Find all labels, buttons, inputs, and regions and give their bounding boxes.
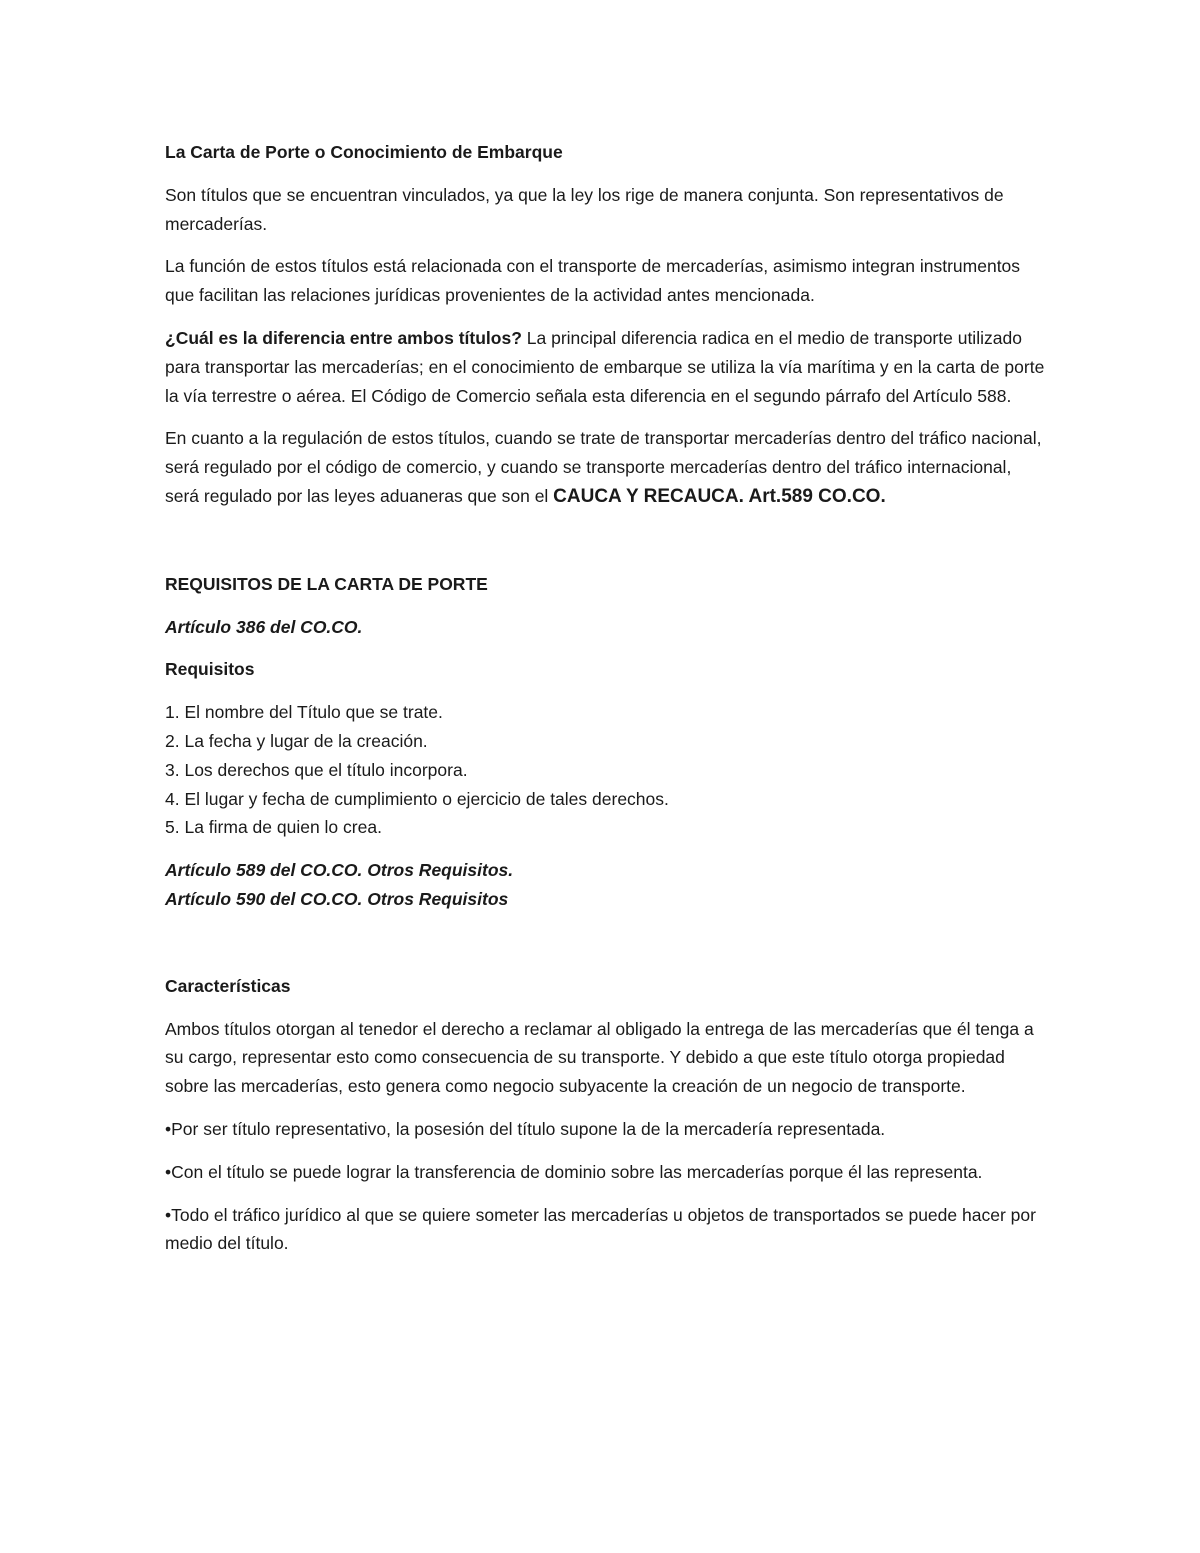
requisitos-heading: REQUISITOS DE LA CARTA DE PORTE xyxy=(165,573,488,594)
bullet-item: •Todo el tráfico jurídico al que se quiere someter las mercaderías u objetos de transportados se puede hacer por medio del título. xyxy=(165,1204,1036,1254)
list-item: 1. El nombre del Título que se trate. xyxy=(165,702,443,723)
list-item: 5. La firma de quien lo crea. xyxy=(165,817,382,838)
regulation-paragraph xyxy=(165,424,1045,511)
requisitos-list xyxy=(165,698,1045,842)
intro-paragraph-2: La función de estos títulos está relacionada con el transporte de mercaderías, asimismo integran instrumentos que facilitan las relaciones jurídicas provenientes de la actividad antes mencionada. xyxy=(165,256,1021,306)
caracteristicas-paragraph: Ambos títulos otorgan al tenedor el derecho a reclamar al obligado la entrega de las mercaderías que él tenga a su cargo, representar esto como consecuencia de su transporte. Y debido a que este título otorga propiedad sobre las mercaderías, esto genera como negocio subyacente la creación de un negocio de transporte. xyxy=(165,1018,1034,1097)
caracteristicas-heading: Características xyxy=(165,975,291,996)
list-item: 3. Los derechos que el título incorpora. xyxy=(165,759,468,780)
regulation-laws: CAUCA Y RECAUCA. Art.589 CO.CO. xyxy=(553,485,886,507)
difference-paragraph xyxy=(165,324,1045,410)
intro-paragraph-1: Son títulos que se encuentran vinculados, ya que la ley los rige de manera conjunta. Son representativos de mercaderías. xyxy=(165,184,1004,234)
difference-question: ¿Cuál es la diferencia entre ambos títulos? xyxy=(165,327,522,348)
article-386: Artículo 386 del CO.CO. xyxy=(165,616,363,637)
regulation-text: En cuanto a la regulación de estos títulos, cuando se trate de transportar mercaderías dentro del tráfico nacional, será regulado por el código de comercio, y cuando se transporte mercaderías dentro del tráfico internacional, será regulado por las leyes aduaneras que son el xyxy=(165,428,1042,506)
list-item: 4. El lugar y fecha de cumplimiento o ejercicio de tales derechos. xyxy=(165,788,669,809)
document-title: La Carta de Porte o Conocimiento de Embarque xyxy=(165,142,563,162)
bullet-item: •Por ser título representativo, la posesión del título supone la de la mercadería representada. xyxy=(165,1118,886,1139)
article-590: Artículo 590 del CO.CO. Otros Requisitos xyxy=(165,888,509,909)
other-articles xyxy=(165,856,1045,914)
difference-answer: La principal diferencia radica en el medio de transporte utilizado para transportar las mercaderías; en el conocimiento de embarque se utiliza la vía marítima y en la carta de porte la vía terrestre o aérea. El Código de Comercio señala esta diferencia en el segundo párrafo del Artículo 588. xyxy=(165,327,1045,406)
article-589: Artículo 589 del CO.CO. Otros Requisitos. xyxy=(165,860,514,881)
bullet-item: •Con el título se puede lograr la transferencia de dominio sobre las mercaderías porque él las representa. xyxy=(165,1161,983,1182)
list-item: 2. La fecha y lugar de la creación. xyxy=(165,730,428,751)
document-page xyxy=(165,138,1045,1258)
requisitos-label: Requisitos xyxy=(165,659,255,680)
